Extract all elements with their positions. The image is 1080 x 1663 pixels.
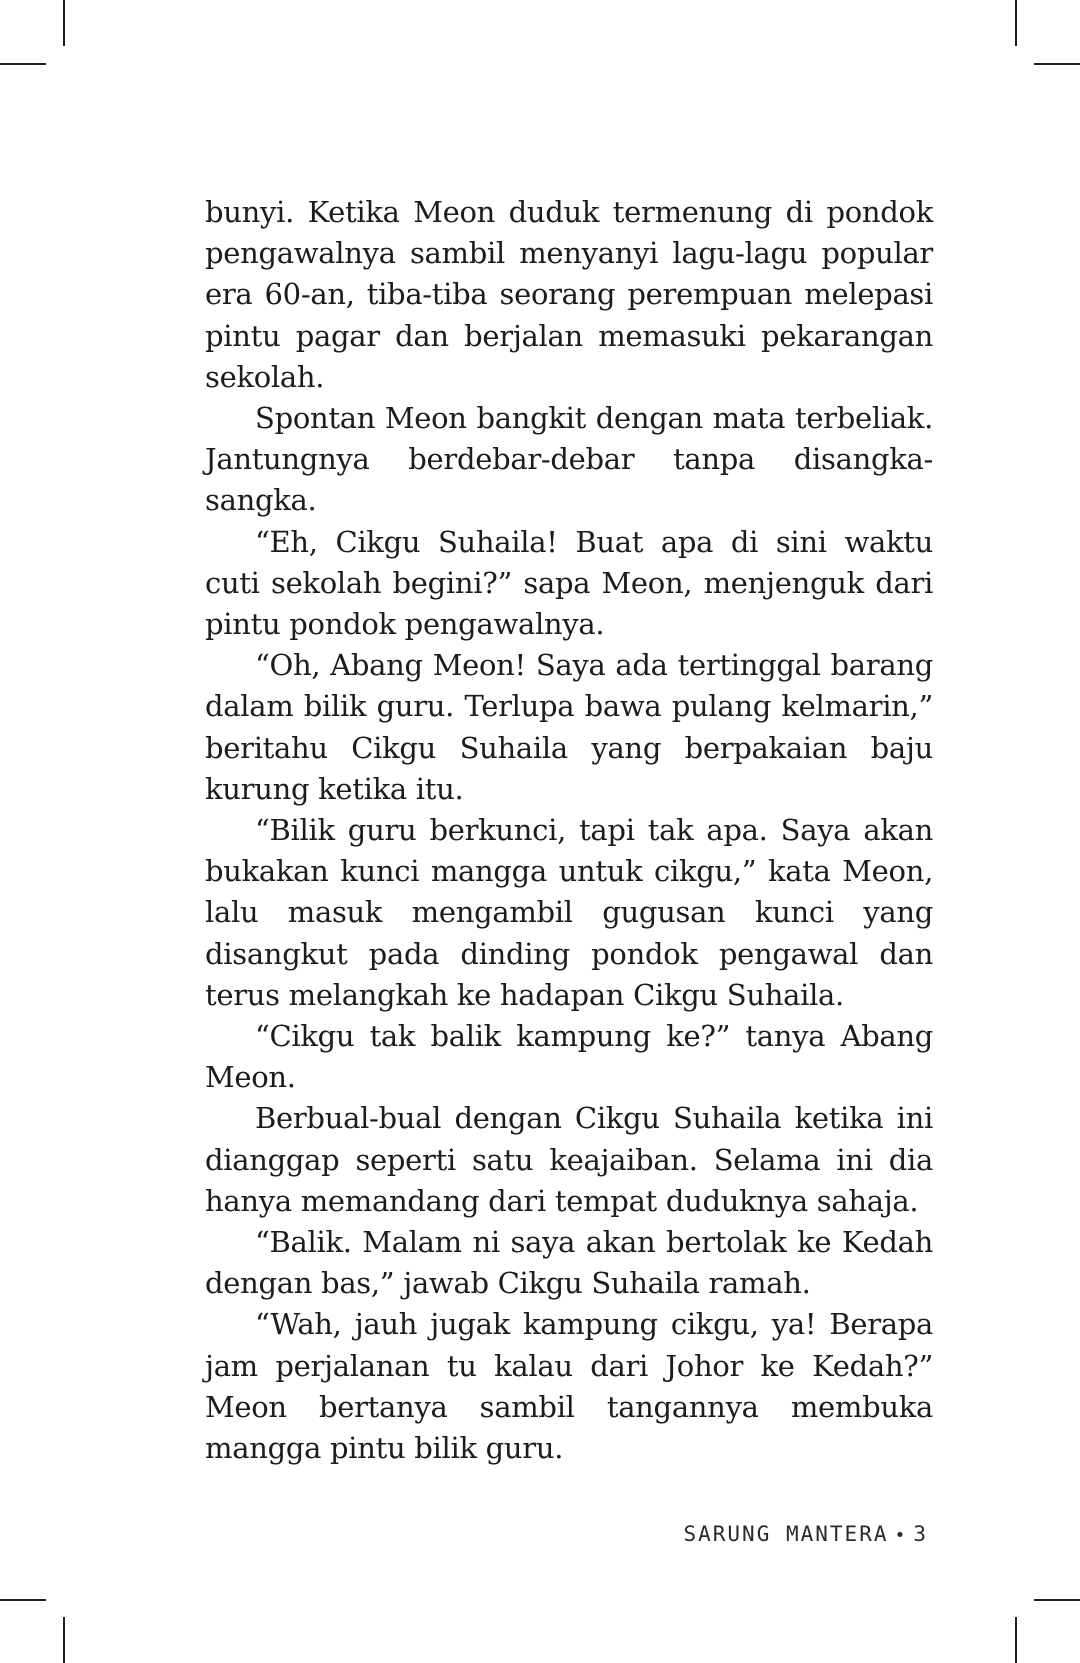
page-number: 3 <box>913 1522 928 1546</box>
footer-separator: • <box>894 1525 908 1546</box>
book-title: SARUNG MANTERA <box>683 1522 889 1546</box>
crop-mark-top-left-horizontal <box>0 63 46 65</box>
crop-mark-bottom-left-vertical <box>63 1617 65 1663</box>
crop-mark-top-left-vertical <box>63 0 65 46</box>
crop-mark-bottom-right-vertical <box>1015 1617 1017 1663</box>
body-text <box>205 192 933 1469</box>
paragraph: “Cikgu tak balik kampung ke?” tanya Abang Meon. <box>205 1019 933 1095</box>
crop-mark-top-right-horizontal <box>1034 63 1080 65</box>
paragraph: “Bilik guru berkunci, tapi tak apa. Saya akan bukakan kunci mangga untuk cikgu,” kata Meon, lalu masuk mengambil gugusan kunci yang disangkut pada dinding pondok pengawal dan terus melangkah ke hadapan Cikgu Suhaila. <box>205 813 933 1012</box>
paragraph: bunyi. Ketika Meon duduk termenung di pondok pengawalnya sambil menyanyi lagu-lagu popular era 60-an, tiba-tiba seorang perempuan melepasi pintu pagar dan berjalan memasuki pekarangan sekolah. <box>205 195 933 394</box>
paragraph: “Eh, Cikgu Suhaila! Buat apa di sini waktu cuti sekolah begini?” sapa Meon, menjenguk dari pintu pondok pengawalnya. <box>205 524 933 642</box>
paragraph: “Oh, Abang Meon! Saya ada tertinggal barang dalam bilik guru. Terlupa bawa pulang kelmarin,” beritahu Cikgu Suhaila yang berpakaian baju kurung ketika itu. <box>205 648 933 806</box>
crop-mark-bottom-left-horizontal <box>0 1599 46 1601</box>
running-footer <box>683 1522 928 1546</box>
paragraph: “Wah, jauh jugak kampung cikgu, ya! Berapa jam perjalanan tu kalau dari Johor ke Kedah?” Meon bertanya sambil tangannya membuka mangga pintu bilik guru. <box>205 1307 933 1466</box>
crop-mark-bottom-right-horizontal <box>1034 1599 1080 1601</box>
paragraph: “Balik. Malam ni saya akan bertolak ke Kedah dengan bas,” jawab Cikgu Suhaila ramah. <box>205 1225 933 1301</box>
paragraph: Spontan Meon bangkit dengan mata terbeliak. Jantungnya berdebar-debar tanpa disangka-sangka. <box>205 401 933 518</box>
crop-mark-top-right-vertical <box>1015 0 1017 46</box>
paragraph: Berbual-bual dengan Cikgu Suhaila ketika ini dianggap seperti satu keajaiban. Selama ini dia hanya memandang dari tempat duduknya sahaja. <box>205 1101 933 1218</box>
